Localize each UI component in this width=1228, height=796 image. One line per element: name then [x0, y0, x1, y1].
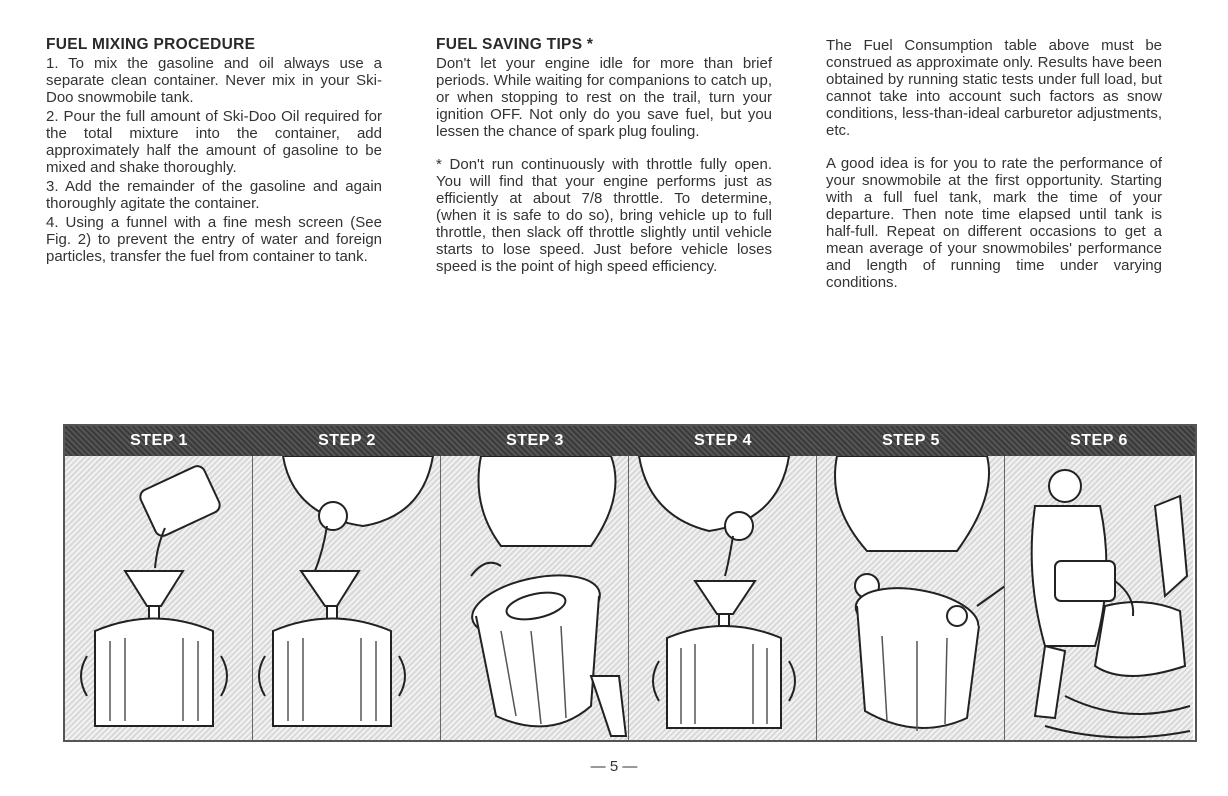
add-remainder-drawing [629, 456, 817, 740]
page-number: — 5 — [590, 758, 638, 775]
performance-rating-note: A good idea is for you to rate the performance of your snowmobile at the first opportunity. Starting with a full fuel tank, mark the time of your departure. Then note time elapsed until tank is half-full. Repeat on different occasions to get a mean average of your snowmobiles' performance and length of running time under varying conditions. [826, 155, 1162, 291]
step-6-illustration [1005, 456, 1193, 740]
fuel-mixing-step-2: 2. Pour the full amount of Ski-Doo Oil required for the total mixture into the container, add approximately half the amount of gasoline to be mixed and shake thoroughly. [46, 108, 382, 176]
fuel-mixing-step-1: 1. To mix the gasoline and oil always use a separate clean container. Never mix in your Ski-Doo snowmobile tank. [46, 55, 382, 106]
fuel-saving-throttle-tip: * Don't run continuously with throttle fully open. You will find that your engine performs just as efficiently at about 7/8 throttle. To determine, (when it is safe to do so), bring vehicle up to full throttle, then slack off throttle slightly until vehicle starts to lose speed. Just before vehicle loses speed is the point of high speed efficiency. [436, 156, 772, 275]
step-5-label: STEP 5 [882, 432, 940, 449]
fuel-saving-section [436, 36, 772, 277]
text-columns [46, 36, 1196, 396]
pour-oil-drawing [65, 456, 253, 740]
agitate-container-drawing [817, 456, 1005, 740]
fuel-saving-heading: FUEL SAVING TIPS * [436, 36, 594, 53]
fuel-consumption-section [826, 36, 1162, 293]
step-1-label: STEP 1 [130, 432, 188, 449]
steps-illustration-strip [63, 424, 1197, 742]
step-1-illustration [65, 456, 253, 740]
fuel-saving-idle-tip: Don't let your engine idle for more than brief periods. While waiting for companions to catch up, or when stopping to rest on the trail, turn your ignition OFF. Not only do you save fuel, but you lessen the chance of spark plug fouling. [436, 55, 772, 140]
step-4-illustration [629, 456, 817, 740]
pour-gasoline-drawing [253, 456, 441, 740]
step-3-illustration [441, 456, 629, 740]
shake-container-drawing [441, 456, 629, 740]
fuel-mixing-step-4: 4. Using a funnel with a fine mesh screen (See Fig. 2) to prevent the entry of water and foreign particles, transfer the fuel from container to tank. [46, 214, 382, 265]
step-5-illustration [817, 456, 1005, 740]
fuel-mixing-section [46, 36, 382, 267]
fuel-consumption-note: The Fuel Consumption table above must be construed as approximate only. Results have been obtained by running static tests under full load, but cannot take into account such factors as snow conditions, less-than-ideal carburetor adjustments, etc. [826, 37, 1162, 139]
step-6-label: STEP 6 [1070, 432, 1128, 449]
fuel-mixing-heading: FUEL MIXING PROCEDURE [46, 36, 256, 53]
fuel-mixing-step-3: 3. Add the remainder of the gasoline and again thoroughly agitate the container. [46, 178, 382, 212]
step-4-label: STEP 4 [694, 432, 752, 449]
fill-snowmobile-drawing [1005, 456, 1193, 740]
step-2-label: STEP 2 [318, 432, 376, 449]
step-3-label: STEP 3 [506, 432, 564, 449]
step-2-illustration [253, 456, 441, 740]
